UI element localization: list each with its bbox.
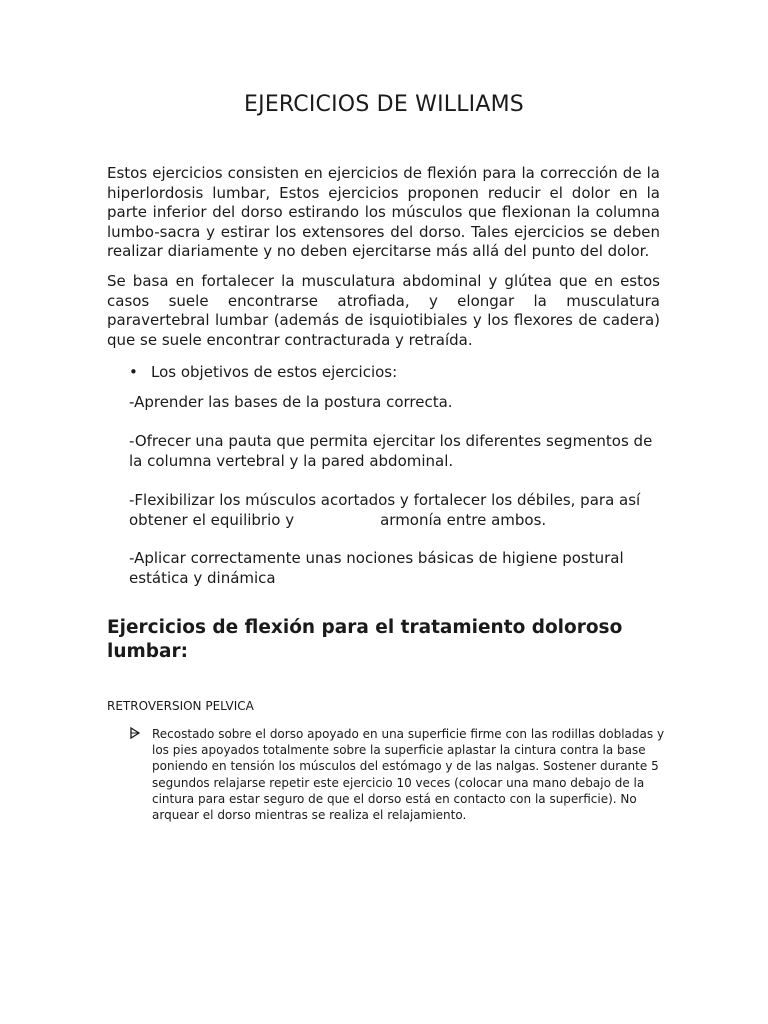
objective-item: -Aprender las bases de la postura correcta.	[129, 393, 453, 411]
document-title: EJERCICIOS DE WILLIAMS	[244, 92, 524, 117]
objective-text-part: armonía entre ambos.	[380, 511, 547, 529]
exercise-subheading: RETROVERSION PELVICA	[107, 699, 254, 713]
objective-item: -Aplicar correctamente unas nociones básicas de higiene postural estática y dinámica	[129, 549, 624, 587]
objective-item: -Ofrecer una pauta que permita ejercitar los diferentes segmentos de la columna vertebral y la pared abdominal.	[129, 432, 653, 470]
bullet-icon: •	[129, 363, 138, 381]
section-heading: Ejercicios de flexión para el tratamiento doloroso lumbar:	[107, 617, 623, 662]
objective-text-part: -Flexibilizar los músculos acortados y fortalecer los débiles, para así obtener el equilibrio y	[129, 491, 641, 529]
intro-paragraph: Estos ejercicios consisten en ejercicios de flexión para la corrección de la hiperlordosis lumbar, Estos ejercicios proponen reducir el dolor en la parte inferior del dorso estirando los músculos que flexionan la columna lumbo-sacra y estirar los extensores del dorso. Tales ejercicios se deben realizar diariamente y no deben ejercitarse más allá del punto del dolor.	[107, 164, 660, 261]
objectives-label: Los objetivos de estos ejercicios:	[151, 363, 398, 381]
objective-item	[129, 490, 669, 530]
exercise-description: Recostado sobre el dorso apoyado en una superficie firme con las rodillas dobladas y los pies apoyados totalmente sobre la superficie aplastar la cintura contra la base poniendo en tensión los músculos del estómago y de las nalgas. Sostener durante 5 segundos relajarse repetir este ejercicio 10 veces (colocar una mano debajo de la cintura para estar seguro de que el dorso está en contacto con la superficie). No arquear el dorso mientras se realiza el relajamiento.	[152, 727, 665, 823]
basis-paragraph: Se basa en fortalecer la musculatura abdominal y glútea que en estos casos suele encontrarse atrofiada, y elongar la musculatura paravertebral lumbar (además de isquiotibiales y los flexores de cadera) que se suele encontrar contracturada y retraída.	[107, 272, 660, 349]
arrowhead-bullet-icon	[130, 727, 140, 739]
